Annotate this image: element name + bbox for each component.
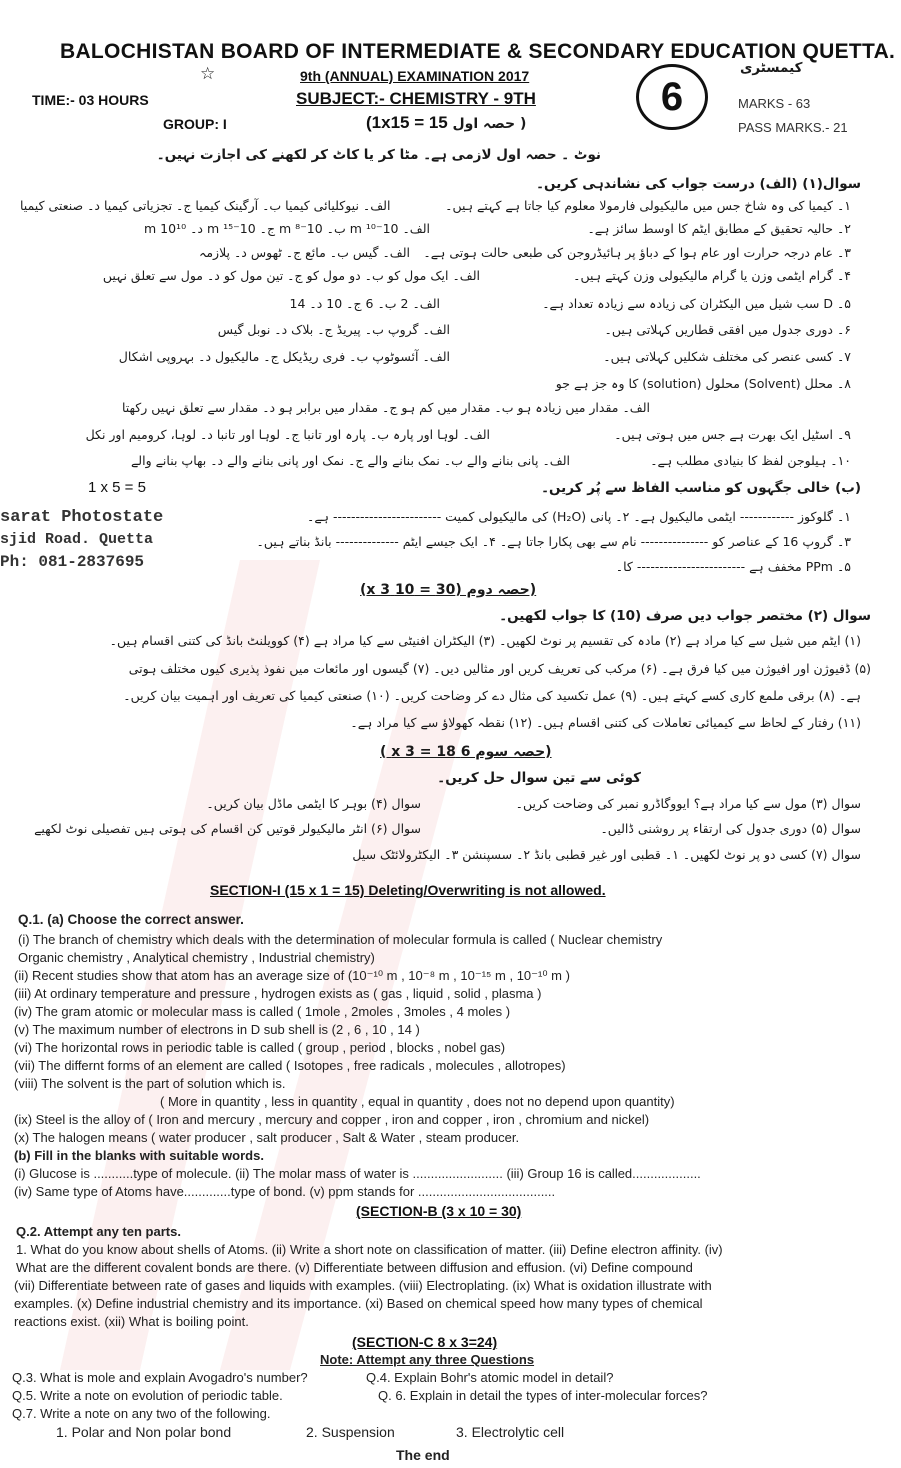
english-mcq-line-10: ( More in quantity , less in quantity , equal in quantity , does not no depend upon quantity) (160, 1094, 675, 1109)
english-q1a-label: Q.1. (a) (18, 912, 64, 927)
english-q1b-label: (b) (14, 1148, 31, 1163)
urdu-q1a: سوال(۱) (الف) درست جواب کی نشاندہی کریں۔ (536, 176, 861, 192)
urdu-mcq-5-question: ۵۔ D سب شیل میں الیکٹران کی زیادہ سے زیادہ تعداد ہے۔ (542, 296, 851, 311)
urdu-mcq-1-options: الف۔ نیوکلیائی کیمیا ب۔ آرگینک کیمیا ج۔ تجزیاتی کیمیا د۔ صنعتی کیمیا (20, 198, 391, 213)
english-q1a (18, 912, 244, 927)
stamp-shop-name: sarat Photostate (0, 508, 164, 527)
english-section-c-heading: (SECTION-C 8 x 3=24) (352, 1334, 498, 1350)
urdu-mcq-10-options: الف۔ پانی بنانے والے ب۔ نمک بنانے والے ج۔ نمک اور پانی بنانے والے د۔ بھاپ بنانے والے (130, 453, 570, 468)
english-q2-line-1: 1. What do you know about shells of Atoms. (ii) Write a short note on classification of matter. (iii) Define electron affinity. (iv) (16, 1242, 723, 1257)
english-q2-line-2: What are the different covalent bonds are there. (v) Differentiate between diffusion and effusion. (vi) Define compound (16, 1260, 693, 1275)
english-mcq-line-4: (iii) At ordinary temperature and pressure , hydrogen exists as ( gas , liquid , solid , plasma ) (14, 986, 542, 1001)
group-label: GROUP: I (163, 116, 227, 132)
english-fill-line-2: (iv) Same type of Atoms have.............type of bond. (v) ppm stands for ...................................... (14, 1184, 556, 1199)
english-q5: Q.5. Write a note on evolution of periodic table. (12, 1388, 283, 1403)
urdu-mcq-1-question: ۱۔ کیمیا کی وہ شاخ جس میں مالیکیولی فارمولا معلوم کیا جاتا ہے کہتے ہیں۔ (445, 198, 851, 213)
english-mcq-line-2: Organic chemistry , Analytical chemistry , Industrial chemistry) (18, 950, 375, 965)
pass-marks: PASS MARKS.- 21 (738, 120, 848, 135)
urdu-note: نوٹ ۔ حصہ اول لازمی ہے۔ مٹا کر یا کاٹ کر لکھنے کی اجازت نہیں۔ (156, 147, 601, 163)
urdu-mcq-3-options: الف۔ گیس ب۔ مائع ج۔ ٹھوس د۔ پلازمہ (199, 245, 410, 260)
urdu-q2-line-4: (۱۱) رفتار کے لحاظ سے کیمیائی تعاملات کی کتنی اقسام ہیں۔ (۱۲) نقطہ کھولاؤ سے کیا مراد ہے۔ (350, 715, 861, 730)
english-mcq-line-11: (ix) Steel is the alloy of ( Iron and mercury , mercury and copper , iron and copper , iron , chromium and nickel) (14, 1112, 650, 1127)
subject-title: SUBJECT:- CHEMISTRY - 9TH (296, 89, 536, 108)
urdu-mcq-9-options: الف۔ لوہا اور پارہ ب۔ پارہ اور تانبا ج۔ لوہا اور تانبا د۔ لوہا، کرومیم اور نکل (85, 427, 490, 442)
urdu-mcq-6-options: الف۔ گروپ ب۔ پیریڈ ج۔ بلاک د۔ نوبل گیس (217, 322, 450, 337)
english-q4: Q.4. Explain Bohr's atomic model in detail? (366, 1370, 614, 1385)
urdu-q6: سوال (۶) انٹر مالیکیولر قوتیں کن اقسام کی ہوتی ہیں تفصیلی نوٹ لکھیے (34, 821, 421, 836)
urdu-q4: سوال (۴) بوہر کا ایٹمی ماڈل بیان کریں۔ (206, 796, 421, 811)
urdu-q2-line-3: ہے۔ (۸) برقی ملمع کاری کسے کہتے ہیں۔ (۹) عمل تکسید کی مثال دے کر وضاحت کریں۔ (۱۰) صنعتی کیمیا کی تعریف اور اہمیت بیان کریں۔ (123, 688, 861, 703)
urdu-mcq-2-options: الف۔ 10⁻¹⁰ m ب۔ 10⁻⁸ m ج۔ 10⁻¹⁵ m د۔ 10¹⁰ m (143, 221, 430, 236)
english-q7-option-3: 3. Electrolytic cell (456, 1424, 565, 1440)
handwritten-subject: کیمسٹری (740, 60, 803, 76)
english-q1b (14, 1148, 264, 1163)
exam-title: 9th (ANNUAL) EXAMINATION 2017 (300, 68, 530, 84)
english-q2-line-5: reactions exist. (xii) What is boiling point. (14, 1314, 249, 1329)
english-section-b-heading: (SECTION-B (3 x 10 = 30) (356, 1203, 522, 1219)
english-mcq-line-7: (vi) The horizontal rows in periodic table is called ( group , period , blocks , nobel gas) (14, 1040, 506, 1055)
q1b-marks: 1 x 5 = 5 (88, 479, 146, 496)
part-one-marks-value: (1x15 = 15 (366, 113, 448, 132)
board-title: BALOCHISTAN BOARD OF INTERMEDIATE & SECONDARY EDUCATION QUETTA. (60, 40, 896, 63)
urdu-q5: سوال (۵) دوری جدول کی ارتقاء پر روشنی ڈالیں۔ (600, 821, 861, 836)
urdu-mcq-6-question: ۶۔ دوری جدول میں افقی قطاریں کہلاتی ہیں۔ (604, 322, 851, 337)
urdu-mcq-10-question: ۱۰۔ ہیلوجن لفظ کا بنیادی مطلب ہے۔ (650, 453, 851, 468)
english-mcq-line-1: (i) The branch of chemistry which deals with the determination of molecular formula is called ( Nuclear chemistry (18, 932, 663, 947)
english-mcq-line-6: (v) The maximum number of electrons in D sub shell is (2 , 6 , 10 , 14 ) (14, 1022, 420, 1037)
english-q7-option-2: 2. Suspension (306, 1424, 395, 1440)
urdu-mcq-4-question: ۴۔ گرام ایٹمی وزن یا گرام مالیکیولی وزن کہتے ہیں۔ (573, 268, 851, 283)
urdu-q2-line-2: (۵) ڈفیوژن اور افیوژن میں کیا فرق ہے۔ (۶) مرکب کی تعریف کریں اور مثالیں دیں۔ (۷) گیسوں اور مائعات میں نفوذ پذیری کیوں مختلف ہوتی (128, 661, 871, 676)
urdu-section-two-heading: (حصہ دوم (30 = 10 x 3) (360, 582, 537, 598)
urdu-q3: سوال (۳) مول سے کیا مراد ہے؟ ایووگاڈرو نمبر کی وضاحت کریں۔ (515, 796, 861, 811)
urdu-mcq-2-question: ۲۔ حالیہ تحقیق کے مطابق ایٹم کا اوسط سائز ہے۔ (587, 221, 851, 236)
english-q2-line-3: (vii) Differentiate between rate of gases and liquids with examples. (viii) Electroplating. (ix) What is oxidation illustrate with (14, 1278, 712, 1293)
english-section-one-heading: SECTION-I (15 x 1 = 15) Deleting/Overwriting is not allowed. (210, 882, 606, 898)
english-q3: Q.3. What is mole and explain Avogadro's number? (12, 1370, 308, 1385)
english-q2-line-4: examples. (x) Define industrial chemistry and its importance. (xi) Based on chemical speed how many types of chemical (14, 1296, 703, 1311)
end-marker: The end (396, 1447, 450, 1463)
english-q2-heading: Q.2. Attempt any ten parts. (16, 1224, 181, 1239)
part-one-label-urdu: حصہ اول ) (452, 116, 527, 132)
urdu-fill-2: ۳۔ گروپ 16 کے عناصر کو --------------- نام سے بھی پکارا جاتا ہے۔ ۴۔ ایک جیسے ایٹم -------------- بانڈ بناتے ہیں۔ (256, 534, 851, 549)
part-one-marks (366, 113, 526, 133)
urdu-mcq-5-options: الف۔ 2 ب۔ 6 ج۔ 10 د۔ 14 (289, 296, 440, 311)
paper-number-circle: 6 (636, 64, 708, 130)
urdu-section-three-note: کوئی سے تین سوال حل کریں۔ (437, 770, 641, 786)
urdu-q2-heading: سوال (۲) مختصر جواب دیں صرف (10) کا جواب لکھیں۔ (499, 608, 871, 624)
urdu-mcq-3-question: ۳۔ عام درجہ حرارت اور عام ہوا کے دباؤ پر ہائیڈروجن کی طبعی حالت ہوتی ہے۔ (423, 245, 851, 260)
urdu-mcq-8-question: ۸۔ محلل (Solvent) محلول (solution) کا وہ جز ہے جو (555, 376, 851, 391)
urdu-q1b: (ب) خالی جگہوں کو مناسب الفاظ سے پُر کریں۔ (541, 480, 861, 496)
stamp-address: sjid Road. Quetta (0, 531, 154, 548)
stamp-phone: Ph: 081-2837695 (0, 553, 145, 571)
urdu-mcq-4-options: الف۔ ایک مول کو ب۔ دو مول کو ج۔ تین مول کو د۔ مول سے تعلق نہیں (102, 268, 480, 283)
english-mcq-line-3: (ii) Recent studies show that atom has an average size of (10⁻¹⁰ m , 10⁻⁸ m , 10⁻¹⁵ m , 10⁻¹⁰ m ) (14, 968, 570, 983)
english-q7-option-1: 1. Polar and Non polar bond (56, 1424, 232, 1440)
urdu-mcq-8-options: الف۔ مقدار میں زیادہ ہو ب۔ مقدار میں کم ہو ج۔ مقدار میں برابر ہو د۔ مقدار سے تعلق نہیں رکھتا (121, 400, 650, 415)
urdu-q2-line-1: (۱) ایٹم میں شیل سے کیا مراد ہے (۲) مادہ کی تقسیم پر نوٹ لکھیں۔ (۳) الیکٹران افنیٹی سے کیا مراد ہے (۴) کوویلنٹ بانڈ کی کتنی اقسام ہیں۔ (109, 633, 861, 648)
english-mcq-line-8: (vii) The differnt forms of an element are called ( Isotopes , free radicals , molecules , allotropes) (14, 1058, 566, 1073)
urdu-mcq-7-options: الف۔ آئسوٹوپ ب۔ فری ریڈیکل ج۔ مالیکیول د۔ بہروپی اشکال (118, 349, 450, 364)
urdu-mcq-7-question: ۷۔ کسی عنصر کی مختلف شکلیں کہلاتی ہیں۔ (603, 349, 851, 364)
english-q1a-text: Choose the correct answer. (67, 912, 244, 927)
urdu-q7: سوال (۷) کسی دو پر نوٹ لکھیں۔ ۱۔ قطبی اور غیر قطبی بانڈ ۲۔ سسپنشن ۳۔ الیکٹرولائٹک سیل (352, 847, 861, 862)
urdu-section-three-heading: (حصہ سوم 6 x 3 = 18 ) (380, 744, 552, 760)
english-q1b-text: Fill in the blanks with suitable words. (34, 1148, 264, 1163)
english-section-c-note: Note: Attempt any three Questions (320, 1352, 535, 1367)
urdu-mcq-9-question: ۹۔ اسٹیل ایک بھرت ہے جس میں ہوتی ہیں۔ (614, 427, 851, 442)
time-allowed: TIME:- 03 HOURS (32, 92, 149, 108)
english-mcq-line-12: (x) The halogen means ( water producer , salt producer , Salt & Water , steam producer. (14, 1130, 520, 1145)
english-mcq-line-5: (iv) The gram atomic or molecular mass is called ( 1mole , 2moles , 3moles , 4 moles ) (14, 1004, 511, 1019)
english-fill-line-1: (i) Glucose is ...........type of molecule. (ii) The molar mass of water is ......................... (iii) Group 16 is called................... (14, 1166, 701, 1181)
english-mcq-line-9: (viii) The solvent is the part of solution which is. (14, 1076, 286, 1091)
english-q6: Q. 6. Explain in detail the types of inter-molecular forces? (378, 1388, 708, 1403)
star-icon: ☆ (200, 64, 216, 83)
total-marks: MARKS - 63 (738, 96, 811, 111)
english-q7: Q.7. Write a note on any two of the following. (12, 1406, 271, 1421)
urdu-fill-1: ۱۔ گلوکوز ------------ ایٹمی مالیکیول ہے۔ ۲۔ پانی (H₂O) کی مالیکیولی کمیت ------------------------ ہے۔ (307, 509, 851, 524)
urdu-fill-3: ۵۔ PPm مخفف ہے ------------------------ کا۔ (615, 559, 851, 574)
